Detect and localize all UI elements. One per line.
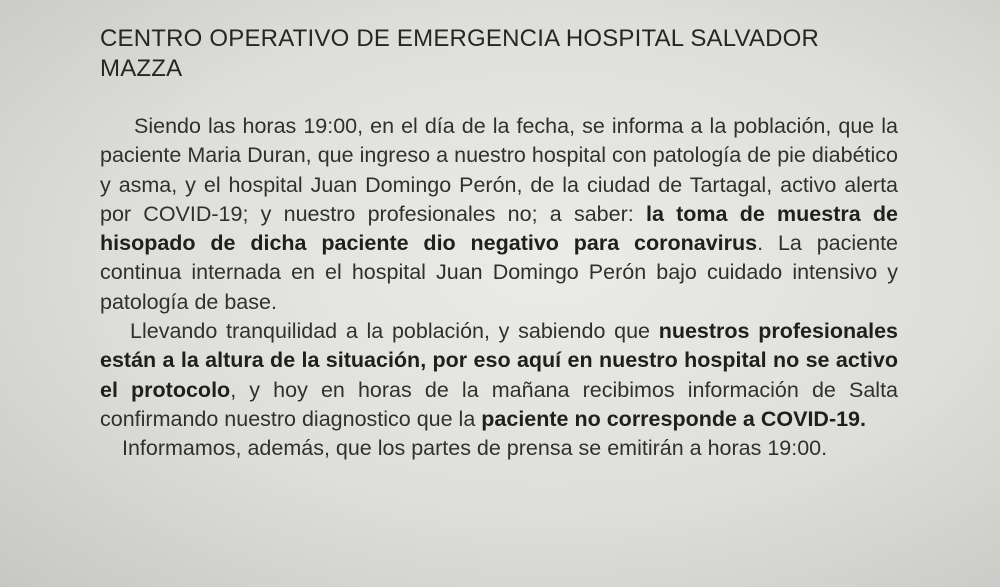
paragraph-1-text: Siendo las horas 19:00, en el día de la fecha, se informa a la población, que la paciente Maria Duran, que ingreso a nuestro hospital con patología de pie diabético y asma, y el hospital Juan Domingo Perón, de la ciudad de Tartagal, activo alerta por COVID-19; y nuestro profesionales no; a saber:: [100, 114, 898, 226]
paragraph-press-info: [100, 434, 898, 463]
paragraph-2-text: Llevando tranquilidad a la población, y sabiendo que: [130, 319, 659, 344]
paragraph-reassurance: [100, 317, 898, 434]
paragraph-1-bold-result: la toma de muestra de hisopado de dicha paciente dio negativo para coronavirus: [100, 201, 898, 256]
document-body: [100, 24, 898, 464]
paragraph-3-text: Informamos, además, que los partes de prensa se emitirán a horas 19:00.: [122, 436, 828, 461]
paragraph-announcement: [100, 112, 898, 317]
paragraph-1-text-end: . La paciente continua internada en el hospital Juan Domingo Perón bajo cuidado intensivo y patología de base.: [100, 231, 899, 314]
paragraph-2-bold-professionals: nuestros profesionales están a la altura de la situación, por eso aquí en nuestro hospital no se activo el protocolo: [100, 319, 898, 402]
paragraph-2-text-middle: , y hoy en horas de la mañana recibimos información de Salta confirmando nuestro diagnostico que la: [100, 377, 899, 431]
document-title: CENTRO OPERATIVO DE EMERGENCIA HOSPITAL SALVADOR MAZZA: [100, 25, 820, 82]
paragraph-2-bold-diagnosis: paciente no corresponde a COVID-19.: [481, 406, 866, 431]
